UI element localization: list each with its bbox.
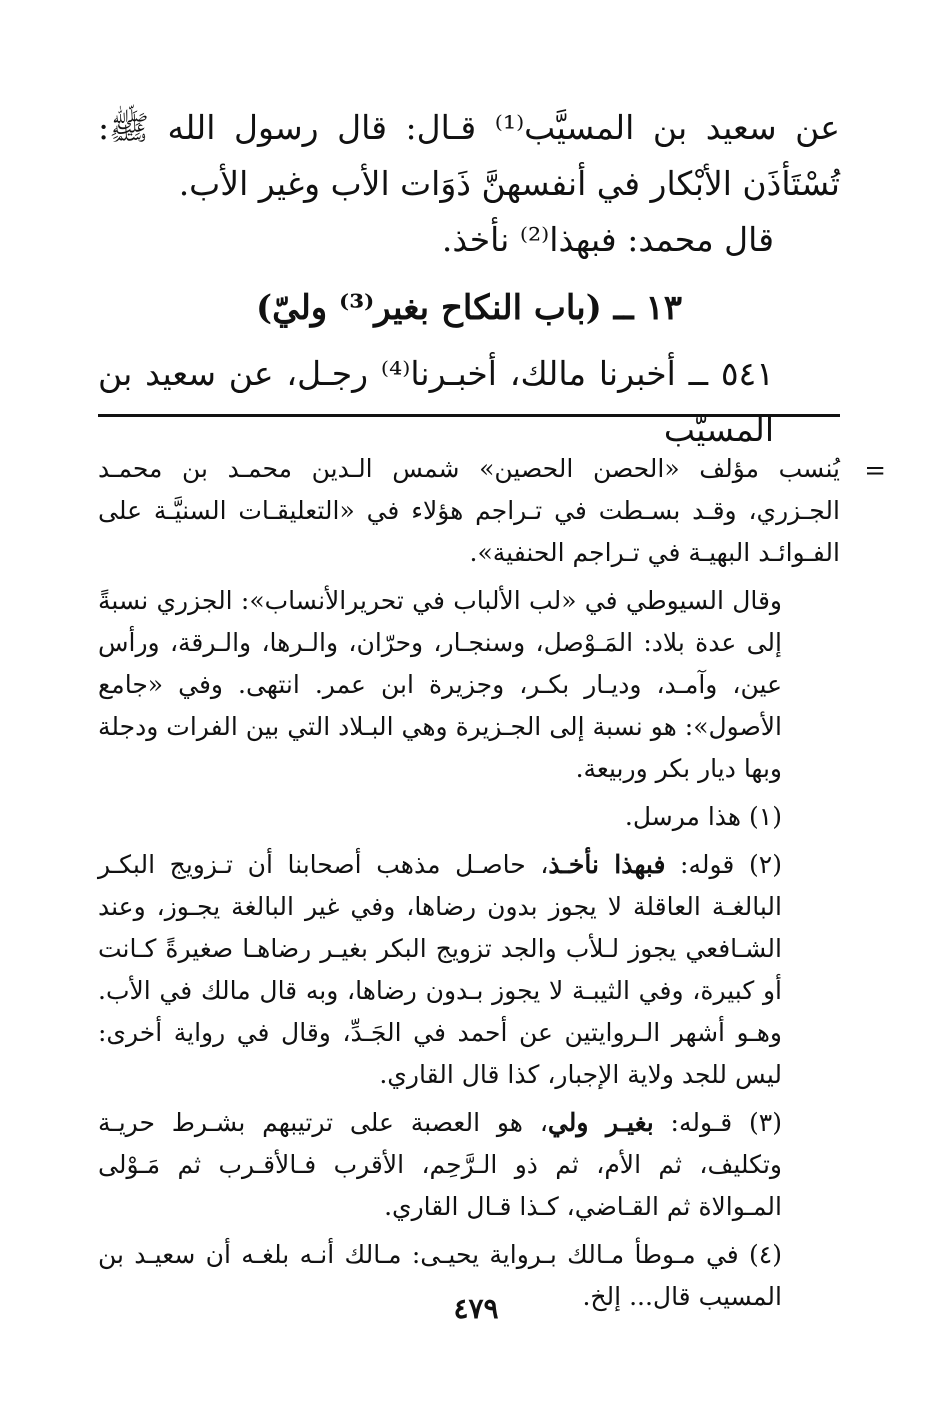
note-paragraph-1: يُنسب مؤلف «الحصن الحصين» شمس الـدين محمـد بن محمـد الجـزري، وقـد بسـطت في تـراجم هؤلاء في «التعليقـات السنيَّـة على الفـوائـد البهيـة في تـراجم الحنفية».: [98, 454, 840, 567]
footnote-4: (٤) في مـوطأ مـالك بـرواية يحيـى: مـالك أنـه بلغـه أن سعيـد بن المسيب قال... إلخ.: [98, 1240, 782, 1311]
muhammad-said: قال محمد: فبهذا⁽²⁾ نأخذ.: [441, 220, 774, 259]
footnote-2-rest: ، حاصـل مذهب أصحابنا أن تـزويج البكـر البالغـة العاقلة لا يجوز بدون رضاها، وفي غير البالغة يجـوز، وعند الشـافعي يجوز لـلأب والجد تزويج البكر بغيـر رضاهـا صغيرةً كـانت أو كبيرة، وفي الثيبـة لا يجوز بـدون رضاها، وبه قال مالك في الأب. وهـو أشهر الـروايتين عن أحمد في الجَـدِّ، وقال في رواية أخرى: ليس للجد ولاية الإجبار، كذا قال القاري.: [98, 850, 782, 1089]
continuation-mark: =: [864, 456, 886, 486]
hadith-text: عن سعيد بن المسيَّب⁽¹⁾ قـال: قال رسول الله ﷺ: تُسْتَأذَن الأبْكار في أنفسهنَّ ذَوَات الأب وغير الأب.: [98, 108, 840, 203]
footnote-2-lead: (٢) قوله:: [665, 850, 782, 879]
footnote-3-bold: بغيـر ولي: [547, 1108, 654, 1137]
main-text: [98, 100, 840, 458]
chapter-heading: ١٣ ــ (باب النكاح بغير⁽³⁾ وليّ): [256, 288, 682, 328]
footnote-2: [98, 844, 840, 1096]
footnote-3-lead: (٣) قـوله:: [653, 1108, 782, 1137]
footnote-1: (١) هذا مرسل.: [624, 802, 782, 831]
note-paragraph-2: وقال السيوطي في «لب الألباب في تحريرالأنساب»: الجزري نسبةً إلى عدة بلاد: المَـوْصل، وسنجـار، وحرّان، والـرها، والـرقة، ورأس عين، وآمـد، وديـار بكـر، وجزيرة ابن عمر. انتهى. وفي «جامع الأصول»: هو نسبة إلى الجـزيرة وهي البـلاد التي بين الفرات ودجلة وبها ديار بكر وربيعة.: [98, 586, 782, 783]
footnote-2-bold: فبهذا نأخـذ: [548, 850, 666, 879]
footnotes: [98, 448, 840, 1324]
footnote-3-rest: ، هو العصبة على ترتيبهم بشـرط حريـة وتكليف، ثم الأم، ثم ذو الـرَّحِم، الأقرب فـالأقـرب ثم مَـوْلى المـوالاة ثم القـاضي، كـذا قـال القاري.: [98, 1108, 782, 1221]
footnote-divider: [98, 414, 840, 417]
hadith-541: ٥٤١ ــ أخبرنا مالك، أخبـرنا⁽⁴⁾ رجـل، عن سعيد بن المسيّب: [98, 354, 774, 449]
page-number: ٤٧٩: [453, 1292, 499, 1325]
footnote-3: [98, 1102, 840, 1228]
